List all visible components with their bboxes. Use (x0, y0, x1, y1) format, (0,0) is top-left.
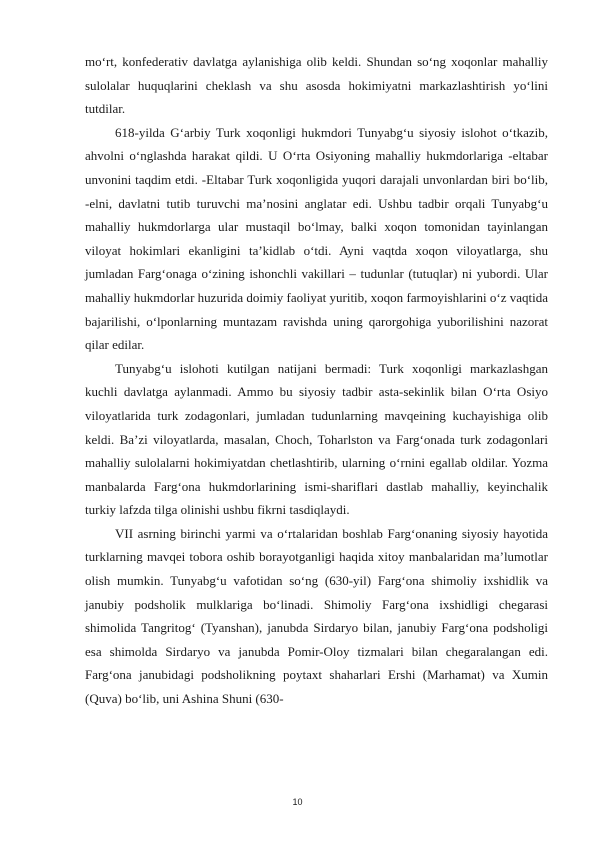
paragraph-seventh-century: VII asrning birinchi yarmi va o‘rtalaridan boshlab Farg‘onaning siyosiy hayotida turklarning mavqei tobora oshib borayotganligi haqida xitoy manbalaridan ma’lumotlar olish mumkin. Tunyabg‘u vafotidan so‘ng (630-yil) Farg‘ona shimoliy ixshidlik va janubiy podsholik mulklariga bo‘linadi. Shimoliy Farg‘ona ixshidligi chegarasi shimolida Tangritog‘ (Tyanshan), janubda Sirdaryo bilan, janubiy Farg‘ona podsholigi esa shimolda Sirdaryo va janubda Pomir-Oloy tizmalari bilan chegaralangan edi. Farg‘ona janubidagi podsholikning poytaxt shaharlari Ershi (Marhamat) va Xumin (Quva) bo‘lib, uni Ashina Shuni (630- (85, 525, 548, 707)
paragraph-continuation: mo‘rt, konfederativ davlatga aylanishiga olib keldi. Shundan so‘ng xoqonlar mahalliy sulolalar huquqlarini cheklash va shu asosda hokimiyatni markazlashtirish yo‘lini tutdilar. (85, 54, 548, 117)
paragraph-tunyabgu-reform: 618-yilda G‘arbiy Turk xoqonligi hukmdori Tunyabg‘u siyosiy islohot o‘tkazib, ahvolni o‘nglashda harakat qildi. U O‘rta Osiyoning mahalliy hukmdorlariga -eltabar unvonini taqdim etdi. -Eltabar Turk xoqonligida yuqori darajali unvonlardan biri bo‘lib, -elni, davlatni tutib turuvchi ma’nosini anglatar edi. Ushbu tadbir orqali Tunyabg‘u mahalliy hukmdorlarga ular mustaqil bo‘lmay, balki xoqon tomonidan tayinlangan viloyat hokimlari ekanligini ta’kidlab o‘tdi. Ayni vaqtda xoqon viloyatlarga, shu jumladan Farg‘onaga o‘zining ishonchli vakillari – tudunlar (tutuqlar) ni yubordi. Ular mahalliy hukmdorlar huzurida doimiy faoliyat yuritib, xoqon farmoyishlarini o‘z vaqtida bajarilishi, o‘lponlarning muntazam ravishda uning qarorgohiga yuborilishini nazorat qilar edilar. (85, 124, 548, 353)
page-number: 10 (292, 797, 303, 807)
body-text (85, 50, 548, 711)
paragraph-reform-result: Tunyabg‘u islohoti kutilgan natijani bermadi: Turk xoqonligi markazlashgan kuchli davlatga aylanmadi. Ammo bu siyosiy tadbir asta-sekinlik bilan O‘rta Osiyo viloyatlarida turk zodagonlari, jumladan tudunlarning mavqeining kuchayishiga olib keldi. Ba’zi viloyatlarda, masalan, Choch, Toharlston va Farg‘onada turk zodagonlari mahalliy sulolalarni hokimiyatdan chetlashtirib, ularning o‘rnini egallab oldilar. Yozma manbalarda Farg‘ona hukmdorlarining ismi-shariflari dastlab mahalliy, keyinchalik turkiy lafzda tilga olinishi ushbu fikrni tasdiqlaydi. (85, 360, 548, 518)
